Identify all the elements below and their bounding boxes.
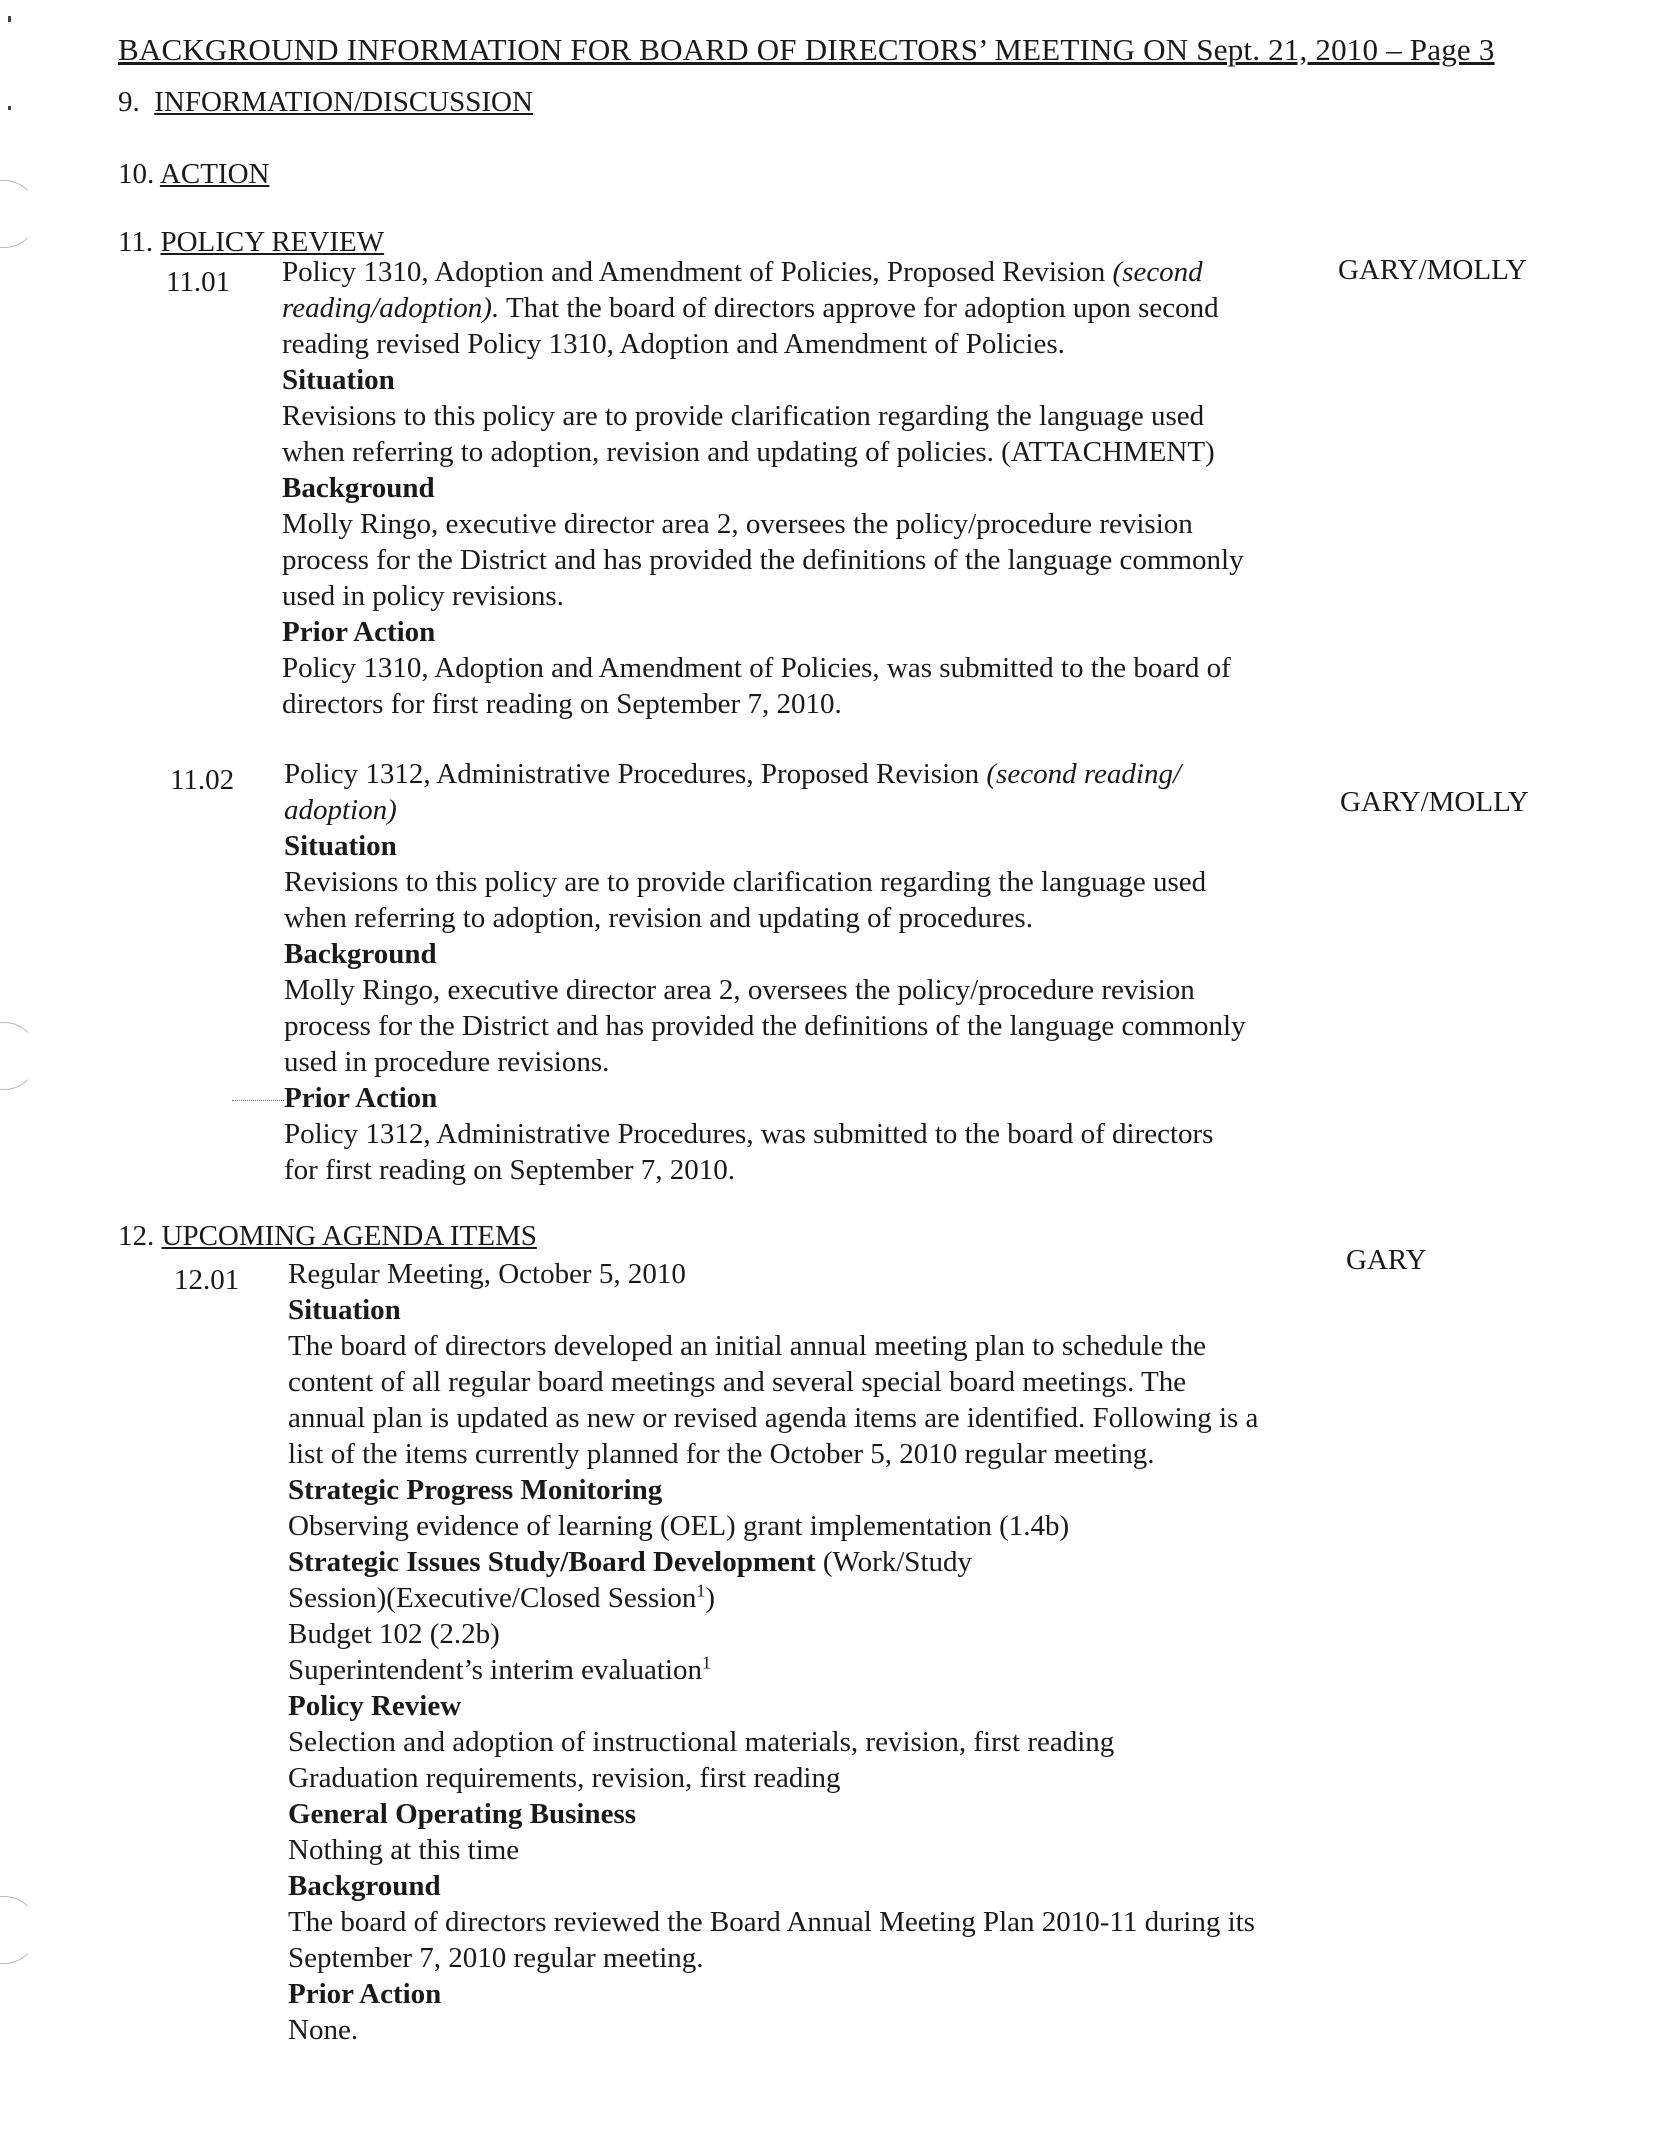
section-title: POLICY REVIEW <box>160 226 385 258</box>
background-label: Background <box>284 938 437 970</box>
situation-text: Revisions to this policy are to provide clarification regarding the language used <box>284 866 1207 898</box>
section-number: 11. <box>118 226 154 258</box>
item-number: 12.01 <box>174 1264 240 1296</box>
situation-label: Situation <box>284 830 397 862</box>
item-number: 11.02 <box>170 764 235 796</box>
prior-action-label: Prior Action <box>282 616 436 648</box>
situation-label: Situation <box>282 364 395 396</box>
section-number: 10. <box>118 158 155 190</box>
background-text: September 7, 2010 regular meeting. <box>288 1942 704 1974</box>
prior-action-text: Policy 1312, Administrative Procedures, was submitted to the board of directors <box>284 1118 1214 1150</box>
general-operating-label: General Operating Business <box>288 1798 637 1830</box>
budget-text: Budget 102 (2.2b) <box>288 1618 500 1650</box>
prior-action-text: None. <box>288 2014 359 2046</box>
situation-label: Situation <box>288 1294 401 1326</box>
hole-punch-bottom <box>0 1896 38 1964</box>
general-operating-text: Nothing at this time <box>288 1834 520 1866</box>
item-title-line: reading revised Policy 1310, Adoption and Amendment of Policies. <box>282 328 1065 360</box>
item-title-line: Policy 1310, Adoption and Amendment of Policies, Proposed Revision (second <box>282 256 1203 288</box>
section-title: ACTION <box>159 158 270 190</box>
section-number: 12. <box>118 1220 155 1252</box>
background-label: Background <box>288 1870 441 1902</box>
leader-dots <box>232 1100 284 1101</box>
policy-review-label: Policy Review <box>288 1690 462 1722</box>
item-number: 11.01 <box>166 266 231 298</box>
section-12-heading <box>118 1220 537 1253</box>
item-title-line: adoption) <box>284 794 397 826</box>
situation-text: list of the items currently planned for the October 5, 2010 regular meeting. <box>288 1438 1155 1470</box>
item-1102-body <box>284 756 1414 1188</box>
hole-punch-middle <box>0 1022 38 1090</box>
background-text: Molly Ringo, executive director area 2, oversees the policy/procedure revision <box>282 508 1193 540</box>
prior-action-label: Prior Action <box>284 1082 438 1114</box>
prior-action-text: for first reading on September 7, 2010. <box>284 1154 736 1186</box>
policy-review-text: Graduation requirements, revision, first reading <box>288 1762 841 1794</box>
section-10-heading <box>118 158 269 191</box>
item-owner: GARY/MOLLY <box>1338 254 1527 286</box>
scan-mark <box>8 106 11 110</box>
item-1201-body <box>288 1256 1418 2048</box>
item-owner: GARY <box>1346 1244 1427 1276</box>
situation-text: The board of directors developed an initial annual meeting plan to schedule the <box>288 1330 1207 1362</box>
background-text: Molly Ringo, executive director area 2, oversees the policy/procedure revision <box>284 974 1195 1006</box>
policy-review-text: Selection and adoption of instructional materials, revision, first reading <box>288 1726 1115 1758</box>
item-title-line: reading/adoption). That the board of directors approve for adoption upon second <box>282 292 1219 324</box>
hole-punch-top <box>0 180 38 248</box>
strategic-progress-text: Observing evidence of learning (OEL) grant implementation (1.4b) <box>288 1510 1070 1542</box>
page-header: BACKGROUND INFORMATION FOR BOARD OF DIRECTORS’ MEETING ON Sept. 21, 2010 – Page 3 <box>118 32 1495 67</box>
item-1101-body <box>282 254 1412 722</box>
situation-text: content of all regular board meetings and several special board meetings. The <box>288 1366 1187 1398</box>
strategic-progress-label: Strategic Progress Monitoring <box>288 1474 663 1506</box>
prior-action-text: Policy 1310, Adoption and Amendment of Policies, was submitted to the board of <box>282 652 1231 684</box>
scan-mark <box>8 16 11 22</box>
section-title: UPCOMING AGENDA ITEMS <box>161 1220 537 1252</box>
situation-text: Revisions to this policy are to provide clarification regarding the language used <box>282 400 1205 432</box>
prior-action-label: Prior Action <box>288 1978 442 2010</box>
background-label: Background <box>282 472 435 504</box>
background-text: used in procedure revisions. <box>284 1046 610 1078</box>
item-title-line: Regular Meeting, October 5, 2010 <box>288 1258 686 1290</box>
section-9-heading <box>118 86 533 119</box>
strategic-issues-line: Strategic Issues Study/Board Development (Work/Study <box>288 1546 972 1578</box>
section-title: INFORMATION/DISCUSSION <box>154 86 533 118</box>
background-text: used in policy revisions. <box>282 580 564 612</box>
situation-text: annual plan is updated as new or revised agenda items are identified. Following is a <box>288 1402 1259 1434</box>
prior-action-text: directors for first reading on September 7, 2010. <box>282 688 842 720</box>
item-owner: GARY/MOLLY <box>1340 786 1529 818</box>
background-text: The board of directors reviewed the Board Annual Meeting Plan 2010-11 during its <box>288 1906 1255 1938</box>
situation-text: when referring to adoption, revision and updating of procedures. <box>284 902 1033 934</box>
section-number: 9. <box>118 86 140 118</box>
strategic-issues-line: Session)(Executive/Closed Session$^1$) <box>288 1580 716 1614</box>
situation-text: when referring to adoption, revision and updating of policies. (ATTACHMENT) <box>282 436 1215 468</box>
background-text: process for the District and has provided the definitions of the language commonly <box>282 544 1244 576</box>
interim-evaluation-text: Superintendent’s interim evaluation$^1$ <box>288 1652 711 1686</box>
item-title-line: Policy 1312, Administrative Procedures, Proposed Revision (second reading/ <box>284 758 1182 790</box>
background-text: process for the District and has provided the definitions of the language commonly <box>284 1010 1246 1042</box>
